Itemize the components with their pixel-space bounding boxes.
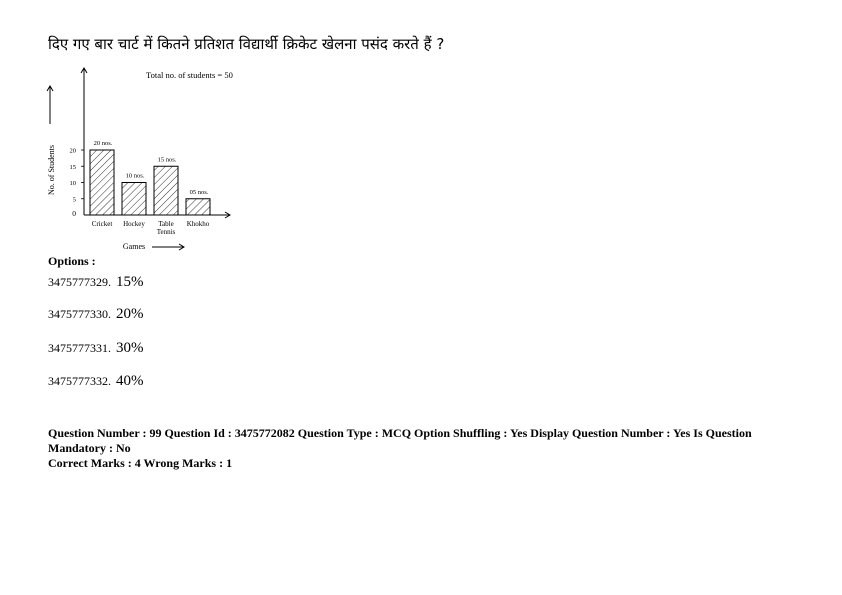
x-tick-label: Hockey: [123, 220, 145, 228]
option-2-id: 3475777330.: [48, 307, 111, 321]
y-axis-label: No. of Students: [47, 145, 56, 195]
y-tick-label: 5: [72, 196, 76, 204]
chart-annotation: Total no. of students = 50: [146, 70, 233, 80]
option-2-value: 20%: [116, 306, 144, 322]
option-1-id: 3475777329.: [48, 275, 111, 289]
marks-info: Correct Marks : 4 Wrong Marks : 1: [48, 456, 233, 470]
bar-hockey: [122, 183, 146, 216]
y-tick-label: 0: [72, 209, 76, 218]
x-tick-label: Cricket: [91, 220, 113, 228]
option-4[interactable]: [48, 373, 144, 390]
y-tick-label: 10: [69, 180, 76, 187]
question-text: दिए गए बार चार्ट में कितने प्रतिशत विद्यार्थी क्रिकेट खेलना पसंद करते हैं ?: [48, 35, 445, 53]
bar-table-tennis: [154, 166, 178, 215]
y-tick-label: 15: [69, 163, 76, 171]
x-tick-label: Table: [158, 220, 174, 228]
question-meta: Question Number : 99 Question Id : 3475772082 Question Type : MCQ Option Shuffling : Yes Display Question Number : Yes Is Question Mandatory : No: [48, 426, 752, 455]
bar-data-label: 15 nos.: [157, 156, 177, 164]
x-axis-label: Games: [122, 242, 146, 251]
bar-data-label: 20 nos.: [93, 140, 113, 147]
bar-data-label: 05 nos.: [189, 188, 209, 196]
bar-cricket: [90, 150, 114, 215]
bar-khokho: [186, 199, 210, 215]
option-2[interactable]: [48, 306, 144, 323]
option-3-value: 30%: [116, 340, 144, 356]
option-3-id: 3475777331.: [48, 341, 111, 355]
bar-chart: [40, 58, 280, 258]
option-3[interactable]: [48, 340, 144, 357]
x-tick-label: Tennis: [156, 228, 176, 236]
x-tick-label: Khokho: [186, 220, 210, 228]
option-4-value: 40%: [116, 373, 144, 389]
y-tick-label: 20: [69, 147, 76, 155]
options-label: Options :: [48, 254, 96, 268]
bar-data-label: 10 nos.: [125, 172, 145, 180]
option-4-id: 3475777332.: [48, 374, 111, 388]
option-1-value: 15%: [116, 274, 144, 290]
option-1[interactable]: [48, 274, 144, 291]
